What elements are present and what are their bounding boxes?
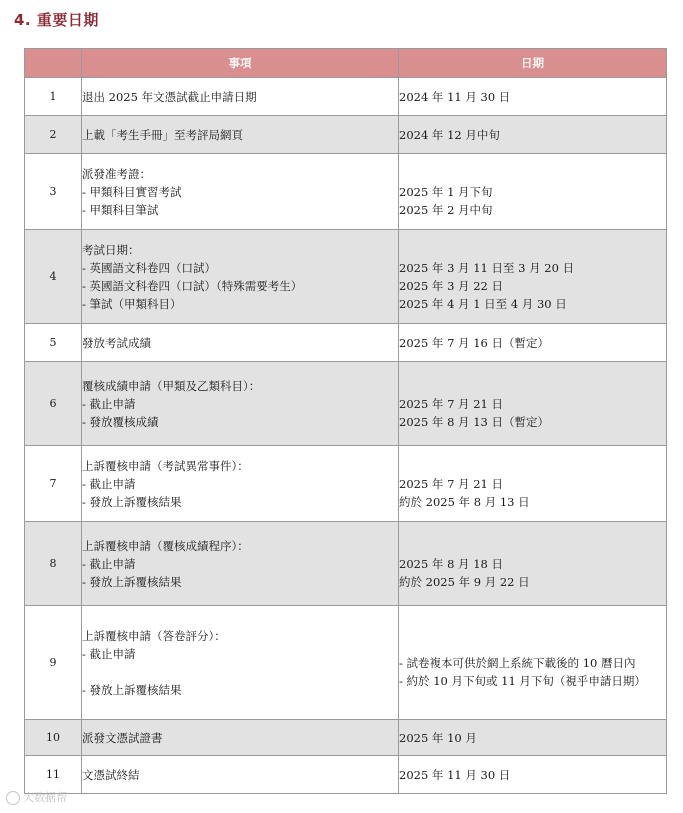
row-date	[399, 324, 667, 362]
row-number: 11	[25, 756, 82, 794]
table-body	[25, 78, 667, 794]
row-item	[82, 362, 399, 446]
row-number: 1	[25, 78, 82, 116]
date-line: 2025 年 7 月 16 日（暫定）	[399, 335, 549, 350]
table-row	[25, 606, 667, 720]
date-line: 約於 2025 年 9 月 22 日	[399, 574, 530, 589]
row-date	[399, 720, 667, 756]
row-number: 9	[25, 606, 82, 720]
table-row	[25, 154, 667, 230]
table-row	[25, 324, 667, 362]
row-number: 8	[25, 522, 82, 606]
row-item	[82, 154, 399, 230]
row-item	[82, 230, 399, 324]
date-line: 2025 年 8 月 18 日	[399, 556, 503, 571]
table-row	[25, 116, 667, 154]
row-number: 7	[25, 446, 82, 522]
row-date	[399, 154, 667, 230]
date-line: 2025 年 4 月 1 日至 4 月 30 日	[399, 296, 567, 311]
item-line: - 截止申請	[82, 646, 136, 661]
date-spacer	[399, 636, 666, 654]
date-line	[399, 377, 666, 395]
bullet-text: 試卷複本可供於網上系統下載後的 10 曆日內	[406, 655, 636, 670]
table-row	[25, 720, 667, 756]
item-line: - 英國語文科卷四（口試）	[82, 260, 217, 275]
date-line: 2024 年 11 月 30 日	[399, 89, 511, 104]
item-line: - 甲類科目實習考試	[82, 184, 182, 199]
date-line: 2025 年 3 月 11 日至 3 月 20 日	[399, 260, 575, 275]
row-date	[399, 230, 667, 324]
table-row	[25, 522, 667, 606]
item-line: - 截止申請	[82, 396, 136, 411]
item-line	[82, 663, 398, 681]
row-number: 10	[25, 720, 82, 756]
row-item	[82, 756, 399, 794]
bullet-dash: -	[399, 673, 407, 688]
row-item	[82, 446, 399, 522]
section-heading: 4. 重要日期	[14, 11, 99, 29]
date-line: 2025 年 11 月 30 日	[399, 767, 511, 782]
item-line: 上訴覆核申請（考試異常事件）：	[82, 458, 249, 473]
table-row	[25, 756, 667, 794]
row-number: 5	[25, 324, 82, 362]
item-line: - 發放上訴覆核結果	[82, 494, 182, 509]
row-item	[82, 720, 399, 756]
item-line: 上載「考生手冊」至考評局網頁	[82, 127, 243, 142]
date-bullet	[399, 672, 666, 690]
item-line: 派發文憑試證書	[82, 730, 163, 745]
watermark-logo-icon	[6, 791, 20, 805]
row-number: 3	[25, 154, 82, 230]
watermark	[6, 789, 67, 805]
item-line: - 發放上訴覆核結果	[82, 574, 182, 589]
table-row	[25, 78, 667, 116]
bullet-text: 約於 10 月下旬或 11 月下旬（視乎申請日期）	[406, 673, 646, 688]
table-header-row	[25, 49, 667, 78]
date-line: 約於 2025 年 8 月 13 日	[399, 494, 530, 509]
row-date	[399, 606, 667, 720]
header-item: 事項	[82, 49, 399, 78]
date-line: 2025 年 7 月 21 日	[399, 476, 503, 491]
item-line: 發放考試成績	[82, 335, 151, 350]
table-row	[25, 446, 667, 522]
date-line: 2024 年 12 月中旬	[399, 127, 500, 142]
date-line: 2025 年 7 月 21 日	[399, 396, 503, 411]
row-item	[82, 606, 399, 720]
item-line: - 截止申請	[82, 556, 136, 571]
row-item	[82, 324, 399, 362]
date-bullet	[399, 654, 666, 672]
row-date	[399, 78, 667, 116]
row-item	[82, 78, 399, 116]
date-line	[399, 241, 666, 259]
item-line: - 甲類科目筆試	[82, 202, 159, 217]
date-line	[399, 165, 666, 183]
item-line: 文憑試終結	[82, 767, 140, 782]
item-line: - 筆試（甲類科目）	[82, 296, 182, 311]
row-number: 4	[25, 230, 82, 324]
item-line: 考試日期：	[82, 242, 140, 257]
item-line: 退出 2025 年文憑試截止申請日期	[82, 89, 257, 104]
row-date	[399, 756, 667, 794]
item-line: - 截止申請	[82, 476, 136, 491]
date-line: 2025 年 8 月 13 日（暫定）	[399, 414, 549, 429]
row-item	[82, 116, 399, 154]
date-line	[399, 457, 666, 475]
item-line: 派發准考證：	[82, 166, 151, 181]
bullet-dash: -	[399, 655, 407, 670]
item-line: - 英國語文科卷四（口試）（特殊需要考生）	[82, 278, 303, 293]
item-line: 上訴覆核申請（覆核成績程序）：	[82, 538, 249, 553]
item-line: - 發放覆核成績	[82, 414, 159, 429]
date-line: 2025 年 2 月中旬	[399, 202, 493, 217]
header-number	[25, 49, 82, 78]
table-row	[25, 230, 667, 324]
item-line: 上訴覆核申請（答卷評分）：	[82, 628, 226, 643]
date-line: 2025 年 10 月	[399, 730, 477, 745]
date-line: 2025 年 3 月 22 日	[399, 278, 503, 293]
table-row	[25, 362, 667, 446]
row-item	[82, 522, 399, 606]
row-date	[399, 522, 667, 606]
date-line: 2025 年 1 月下旬	[399, 184, 493, 199]
item-line: 覆核成績申請（甲類及乙類科目）：	[82, 378, 261, 393]
row-date	[399, 116, 667, 154]
row-number: 2	[25, 116, 82, 154]
row-date	[399, 446, 667, 522]
date-line	[399, 537, 666, 555]
watermark-text: 大数据帮	[23, 791, 67, 804]
row-number: 6	[25, 362, 82, 446]
important-dates-table	[24, 48, 667, 794]
header-date: 日期	[399, 49, 667, 78]
row-date	[399, 362, 667, 446]
item-line: - 發放上訴覆核結果	[82, 682, 182, 697]
